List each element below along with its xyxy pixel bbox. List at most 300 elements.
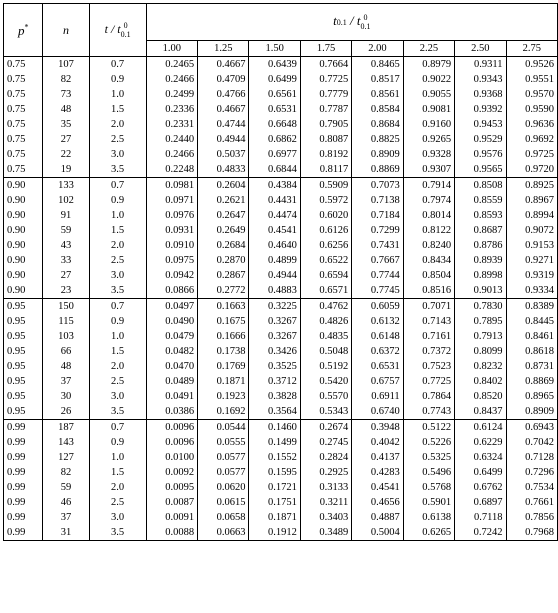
cell-value: 0.7745 <box>352 283 403 299</box>
cell-value: 0.3225 <box>249 299 300 315</box>
cell-value: 0.8684 <box>352 117 403 132</box>
cell-t-ratio: 1.5 <box>89 465 146 480</box>
cell-value: 0.8618 <box>506 344 558 359</box>
cell-value: 0.8825 <box>352 132 403 147</box>
table-row <box>4 510 558 525</box>
cell-n: 19 <box>43 162 89 178</box>
cell-p: 0.90 <box>4 223 43 238</box>
cell-value: 0.6740 <box>352 404 403 420</box>
cell-value: 0.7667 <box>352 253 403 268</box>
cell-p: 0.90 <box>4 208 43 223</box>
cell-n: 143 <box>43 435 89 450</box>
header-t-ratio-sub: 0.1 <box>120 30 131 39</box>
cell-value: 0.8240 <box>403 238 454 253</box>
table-row <box>4 344 558 359</box>
cell-n: 48 <box>43 102 89 117</box>
table-row <box>4 299 558 315</box>
table-row <box>4 389 558 404</box>
header-n-label: n <box>63 22 70 37</box>
cell-p: 0.75 <box>4 87 43 102</box>
cell-value: 0.6531 <box>352 359 403 374</box>
cell-p: 0.99 <box>4 510 43 525</box>
cell-p: 0.99 <box>4 480 43 495</box>
cell-value: 0.6138 <box>403 510 454 525</box>
cell-t-ratio: 0.9 <box>89 314 146 329</box>
header-t-ratio-sup: 0 <box>123 21 128 30</box>
cell-t-ratio: 1.5 <box>89 102 146 117</box>
cell-value: 0.6439 <box>249 57 300 73</box>
cell-value: 0.2621 <box>198 193 249 208</box>
column-header: 2.50 <box>455 41 506 57</box>
cell-value: 0.1552 <box>249 450 300 465</box>
cell-value: 0.1460 <box>249 420 300 436</box>
cell-value: 0.6844 <box>249 162 300 178</box>
cell-value: 0.8939 <box>455 253 506 268</box>
cell-value: 0.5325 <box>403 450 454 465</box>
cell-t-ratio: 0.7 <box>89 178 146 194</box>
cell-value: 0.6571 <box>300 283 351 299</box>
cell-value: 0.2466 <box>146 72 197 87</box>
column-header: 2.75 <box>506 41 558 57</box>
cell-p: 0.75 <box>4 72 43 87</box>
cell-value: 0.7743 <box>403 404 454 420</box>
cell-value: 0.7042 <box>506 435 558 450</box>
cell-value: 0.8731 <box>506 359 558 374</box>
table-row <box>4 465 558 480</box>
cell-value: 0.7974 <box>403 193 454 208</box>
cell-n: 27 <box>43 132 89 147</box>
cell-value: 0.8461 <box>506 329 558 344</box>
cell-value: 0.8998 <box>455 268 506 283</box>
cell-t-ratio: 3.5 <box>89 162 146 178</box>
cell-value: 0.7664 <box>300 57 351 73</box>
cell-value: 0.7138 <box>352 193 403 208</box>
cell-value: 0.6977 <box>249 147 300 162</box>
cell-t-ratio: 0.9 <box>89 435 146 450</box>
cell-t-ratio: 2.0 <box>89 359 146 374</box>
table-row <box>4 525 558 541</box>
cell-value: 0.9319 <box>506 268 558 283</box>
cell-value: 0.8925 <box>506 178 558 194</box>
cell-n: 115 <box>43 314 89 329</box>
table-row <box>4 404 558 420</box>
cell-value: 0.2824 <box>300 450 351 465</box>
cell-value: 0.8437 <box>455 404 506 420</box>
cell-p: 0.90 <box>4 238 43 253</box>
cell-value: 0.7744 <box>352 268 403 283</box>
cell-value: 0.2604 <box>198 178 249 194</box>
table-row <box>4 132 558 147</box>
cell-value: 0.0479 <box>146 329 197 344</box>
cell-p: 0.95 <box>4 374 43 389</box>
cell-value: 0.8014 <box>403 208 454 223</box>
cell-p: 0.90 <box>4 283 43 299</box>
cell-value: 0.4667 <box>198 102 249 117</box>
cell-value: 0.7161 <box>403 329 454 344</box>
cell-t-ratio: 1.0 <box>89 208 146 223</box>
table-row <box>4 480 558 495</box>
cell-t-ratio: 0.7 <box>89 57 146 73</box>
header-span-sub2: 0.1 <box>360 22 371 31</box>
cell-value: 0.0096 <box>146 435 197 450</box>
column-header: 1.25 <box>198 41 249 57</box>
cell-value: 0.6897 <box>455 495 506 510</box>
cell-value: 0.2499 <box>146 87 197 102</box>
cell-value: 0.4762 <box>300 299 351 315</box>
cell-t-ratio: 2.0 <box>89 480 146 495</box>
cell-value: 0.6265 <box>403 525 454 541</box>
cell-value: 0.5004 <box>352 525 403 541</box>
cell-value: 0.5037 <box>198 147 249 162</box>
cell-p: 0.99 <box>4 435 43 450</box>
cell-value: 0.0489 <box>146 374 197 389</box>
cell-value: 0.7661 <box>506 495 558 510</box>
cell-value: 0.0096 <box>146 420 197 436</box>
header-span-sup2: 0 <box>363 13 368 22</box>
cell-n: 43 <box>43 238 89 253</box>
cell-value: 0.7523 <box>403 359 454 374</box>
table-row <box>4 329 558 344</box>
table-row <box>4 283 558 299</box>
header-span-sub: 0.1 <box>336 17 347 27</box>
cell-n: 31 <box>43 525 89 541</box>
cell-value: 0.5420 <box>300 374 351 389</box>
cell-value: 0.1751 <box>249 495 300 510</box>
column-header: 2.25 <box>403 41 454 57</box>
cell-value: 0.9526 <box>506 57 558 73</box>
cell-t-ratio: 1.5 <box>89 223 146 238</box>
cell-t-ratio: 3.0 <box>89 147 146 162</box>
table-header <box>4 4 558 57</box>
cell-value: 0.3267 <box>249 329 300 344</box>
cell-value: 0.6648 <box>249 117 300 132</box>
cell-value: 0.0482 <box>146 344 197 359</box>
cell-n: 30 <box>43 389 89 404</box>
table-row <box>4 268 558 283</box>
cell-value: 0.8965 <box>506 389 558 404</box>
cell-value: 0.4835 <box>300 329 351 344</box>
header-t-ratio-main: t / t <box>104 21 121 36</box>
cell-value: 0.2870 <box>198 253 249 268</box>
table-row <box>4 495 558 510</box>
cell-value: 0.7968 <box>506 525 558 541</box>
cell-t-ratio: 3.5 <box>89 283 146 299</box>
cell-value: 0.1675 <box>198 314 249 329</box>
cell-value: 0.6911 <box>352 389 403 404</box>
cell-value: 0.5048 <box>300 344 351 359</box>
cell-value: 0.8869 <box>506 374 558 389</box>
cell-value: 0.9576 <box>455 147 506 162</box>
cell-value: 0.2649 <box>198 223 249 238</box>
cell-t-ratio: 1.0 <box>89 450 146 465</box>
cell-value: 0.6324 <box>455 450 506 465</box>
cell-t-ratio: 0.7 <box>89 299 146 315</box>
cell-p: 0.90 <box>4 178 43 194</box>
data-table <box>3 3 558 541</box>
cell-n: 37 <box>43 510 89 525</box>
cell-value: 0.4283 <box>352 465 403 480</box>
cell-value: 0.0910 <box>146 238 197 253</box>
cell-value: 0.9307 <box>403 162 454 178</box>
cell-value: 0.2674 <box>300 420 351 436</box>
cell-value: 0.3489 <box>300 525 351 541</box>
cell-value: 0.9072 <box>506 223 558 238</box>
cell-value: 0.7431 <box>352 238 403 253</box>
cell-value: 0.8909 <box>506 404 558 420</box>
cell-value: 0.2745 <box>300 435 351 450</box>
cell-value: 0.8389 <box>506 299 558 315</box>
cell-value: 0.8192 <box>300 147 351 162</box>
table-row <box>4 72 558 87</box>
cell-value: 0.9636 <box>506 117 558 132</box>
header-p <box>4 4 43 57</box>
cell-value: 0.4384 <box>249 178 300 194</box>
cell-value: 0.6059 <box>352 299 403 315</box>
cell-p: 0.99 <box>4 495 43 510</box>
cell-value: 0.6148 <box>352 329 403 344</box>
cell-value: 0.7118 <box>455 510 506 525</box>
cell-n: 26 <box>43 404 89 420</box>
cell-p: 0.75 <box>4 102 43 117</box>
cell-value: 0.2647 <box>198 208 249 223</box>
cell-value: 0.1595 <box>249 465 300 480</box>
header-p-sup: * <box>24 22 29 32</box>
cell-value: 0.6522 <box>300 253 351 268</box>
cell-value: 0.8593 <box>455 208 506 223</box>
table-body <box>4 57 558 541</box>
cell-p: 0.95 <box>4 404 43 420</box>
cell-value: 0.6124 <box>455 420 506 436</box>
cell-value: 0.2336 <box>146 102 197 117</box>
cell-value: 0.8099 <box>455 344 506 359</box>
cell-value: 0.6561 <box>249 87 300 102</box>
cell-n: 127 <box>43 450 89 465</box>
cell-t-ratio: 3.0 <box>89 510 146 525</box>
table-row <box>4 314 558 329</box>
cell-value: 0.5972 <box>300 193 351 208</box>
cell-value: 0.5570 <box>300 389 351 404</box>
cell-n: 37 <box>43 374 89 389</box>
cell-value: 0.9013 <box>455 283 506 299</box>
cell-value: 0.3403 <box>300 510 351 525</box>
cell-value: 0.4766 <box>198 87 249 102</box>
cell-value: 0.8967 <box>506 193 558 208</box>
cell-n: 59 <box>43 223 89 238</box>
cell-value: 0.6594 <box>300 268 351 283</box>
cell-n: 150 <box>43 299 89 315</box>
cell-value: 0.0087 <box>146 495 197 510</box>
table-row <box>4 223 558 238</box>
cell-value: 0.9590 <box>506 102 558 117</box>
cell-value: 0.0577 <box>198 450 249 465</box>
cell-value: 0.5909 <box>300 178 351 194</box>
header-span-mid: / t <box>346 12 361 28</box>
table-row <box>4 117 558 132</box>
cell-value: 0.7143 <box>403 314 454 329</box>
cell-value: 0.7787 <box>300 102 351 117</box>
cell-value: 0.9343 <box>455 72 506 87</box>
cell-value: 0.4833 <box>198 162 249 178</box>
cell-value: 0.4667 <box>198 57 249 73</box>
cell-p: 0.75 <box>4 147 43 162</box>
column-header: 1.50 <box>249 41 300 57</box>
cell-value: 0.3211 <box>300 495 351 510</box>
cell-n: 73 <box>43 87 89 102</box>
table-wrapper <box>3 3 558 541</box>
cell-value: 0.7534 <box>506 480 558 495</box>
cell-n: 35 <box>43 117 89 132</box>
cell-value: 0.0971 <box>146 193 197 208</box>
cell-value: 0.8122 <box>403 223 454 238</box>
cell-value: 0.0091 <box>146 510 197 525</box>
cell-value: 0.7830 <box>455 299 506 315</box>
table-row <box>4 162 558 178</box>
cell-value: 0.4042 <box>352 435 403 450</box>
cell-value: 0.5192 <box>300 359 351 374</box>
cell-value: 0.8994 <box>506 208 558 223</box>
cell-value: 0.9570 <box>506 87 558 102</box>
cell-value: 0.0544 <box>198 420 249 436</box>
cell-value: 0.7071 <box>403 299 454 315</box>
cell-value: 0.3828 <box>249 389 300 404</box>
cell-n: 91 <box>43 208 89 223</box>
cell-value: 0.1692 <box>198 404 249 420</box>
cell-value: 0.0386 <box>146 404 197 420</box>
cell-t-ratio: 3.5 <box>89 404 146 420</box>
cell-value: 0.4656 <box>352 495 403 510</box>
column-header: 2.00 <box>352 41 403 57</box>
cell-value: 0.9529 <box>455 132 506 147</box>
cell-value: 0.9565 <box>455 162 506 178</box>
cell-value: 0.4431 <box>249 193 300 208</box>
cell-value: 0.4640 <box>249 238 300 253</box>
cell-value: 0.9055 <box>403 87 454 102</box>
cell-value: 0.7864 <box>403 389 454 404</box>
cell-n: 46 <box>43 495 89 510</box>
cell-n: 133 <box>43 178 89 194</box>
cell-t-ratio: 0.7 <box>89 420 146 436</box>
table-row <box>4 359 558 374</box>
cell-value: 0.6229 <box>455 435 506 450</box>
cell-value: 0.8584 <box>352 102 403 117</box>
cell-value: 0.3525 <box>249 359 300 374</box>
cell-t-ratio: 2.5 <box>89 374 146 389</box>
cell-value: 0.4944 <box>198 132 249 147</box>
cell-p: 0.95 <box>4 359 43 374</box>
table-row <box>4 450 558 465</box>
header-p-label: p <box>17 22 25 38</box>
cell-t-ratio: 2.0 <box>89 117 146 132</box>
table-row <box>4 374 558 389</box>
cell-value: 0.0092 <box>146 465 197 480</box>
cell-t-ratio: 0.9 <box>89 72 146 87</box>
cell-value: 0.0658 <box>198 510 249 525</box>
cell-value: 0.8520 <box>455 389 506 404</box>
cell-value: 0.7725 <box>300 72 351 87</box>
table-row <box>4 178 558 194</box>
table-row <box>4 57 558 73</box>
cell-value: 0.1666 <box>198 329 249 344</box>
table-row <box>4 435 558 450</box>
cell-value: 0.7296 <box>506 465 558 480</box>
cell-n: 103 <box>43 329 89 344</box>
cell-value: 0.6020 <box>300 208 351 223</box>
cell-value: 0.9453 <box>455 117 506 132</box>
cell-value: 0.9725 <box>506 147 558 162</box>
cell-value: 0.6372 <box>352 344 403 359</box>
cell-value: 0.8687 <box>455 223 506 238</box>
cell-value: 0.4744 <box>198 117 249 132</box>
cell-p: 0.95 <box>4 344 43 359</box>
cell-value: 0.4474 <box>249 208 300 223</box>
cell-p: 0.90 <box>4 253 43 268</box>
cell-p: 0.75 <box>4 57 43 73</box>
cell-value: 0.9022 <box>403 72 454 87</box>
cell-value: 0.8561 <box>352 87 403 102</box>
cell-value: 0.3712 <box>249 374 300 389</box>
column-header: 1.75 <box>300 41 351 57</box>
cell-value: 0.8979 <box>403 57 454 73</box>
cell-value: 0.7856 <box>506 510 558 525</box>
cell-value: 0.7299 <box>352 223 403 238</box>
cell-t-ratio: 2.5 <box>89 495 146 510</box>
cell-value: 0.1912 <box>249 525 300 541</box>
cell-value: 0.9692 <box>506 132 558 147</box>
cell-value: 0.9368 <box>455 87 506 102</box>
cell-value: 0.5343 <box>300 404 351 420</box>
cell-value: 0.2867 <box>198 268 249 283</box>
cell-value: 0.6499 <box>455 465 506 480</box>
cell-value: 0.8087 <box>300 132 351 147</box>
cell-value: 0.9720 <box>506 162 558 178</box>
cell-value: 0.7128 <box>506 450 558 465</box>
cell-value: 0.1923 <box>198 389 249 404</box>
cell-n: 33 <box>43 253 89 268</box>
cell-value: 0.8232 <box>455 359 506 374</box>
cell-value: 0.8445 <box>506 314 558 329</box>
cell-value: 0.7779 <box>300 87 351 102</box>
cell-value: 0.0942 <box>146 268 197 283</box>
cell-value: 0.8504 <box>403 268 454 283</box>
cell-value: 0.5496 <box>403 465 454 480</box>
cell-value: 0.8465 <box>352 57 403 73</box>
cell-value: 0.0088 <box>146 525 197 541</box>
cell-p: 0.99 <box>4 450 43 465</box>
table-row <box>4 253 558 268</box>
cell-value: 0.0555 <box>198 435 249 450</box>
cell-value: 0.5122 <box>403 420 454 436</box>
cell-value: 0.6126 <box>300 223 351 238</box>
cell-value: 0.4541 <box>352 480 403 495</box>
cell-value: 0.6862 <box>249 132 300 147</box>
cell-n: 66 <box>43 344 89 359</box>
cell-value: 0.2466 <box>146 147 197 162</box>
cell-value: 0.4883 <box>249 283 300 299</box>
cell-value: 0.7895 <box>455 314 506 329</box>
cell-p: 0.75 <box>4 117 43 132</box>
cell-value: 0.0095 <box>146 480 197 495</box>
cell-t-ratio: 2.5 <box>89 132 146 147</box>
cell-value: 0.2440 <box>146 132 197 147</box>
cell-value: 0.8117 <box>300 162 351 178</box>
cell-p: 0.75 <box>4 132 43 147</box>
cell-value: 0.8508 <box>455 178 506 194</box>
cell-value: 0.9551 <box>506 72 558 87</box>
cell-value: 0.7073 <box>352 178 403 194</box>
cell-t-ratio: 2.0 <box>89 238 146 253</box>
cell-value: 0.0866 <box>146 283 197 299</box>
cell-value: 0.7725 <box>403 374 454 389</box>
